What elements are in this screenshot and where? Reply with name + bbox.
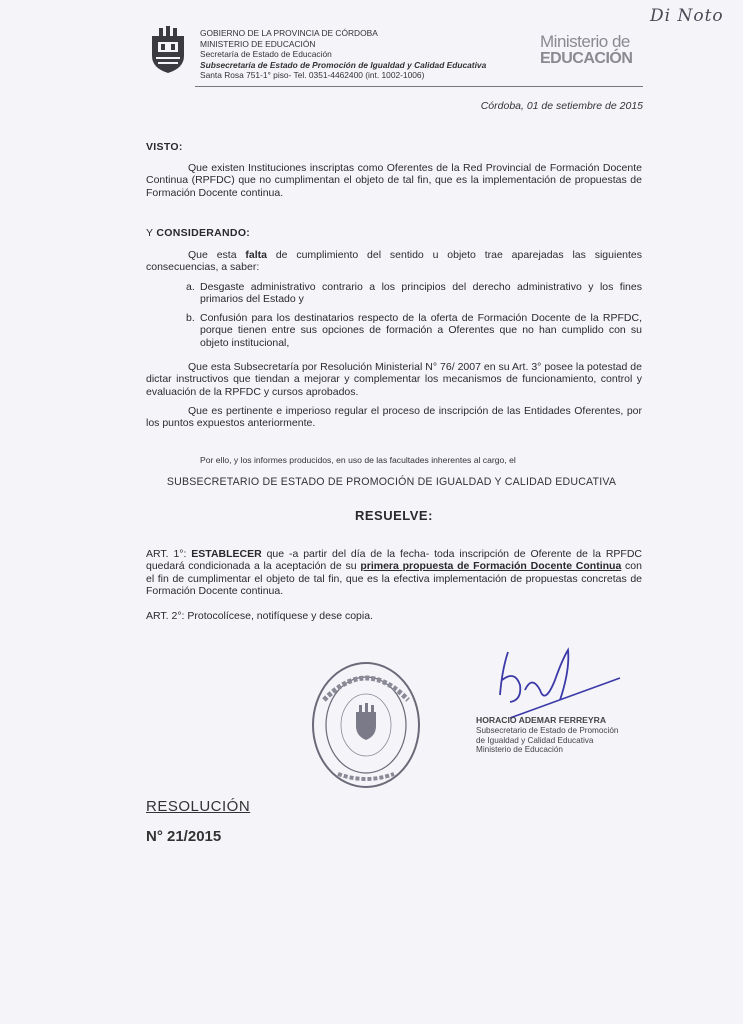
- subsecretario-heading: SUBSECRETARIO DE ESTADO DE PROMOCIÓN DE IGUALDAD Y CALIDAD EDUCATIVA: [166, 476, 617, 488]
- visto-heading: VISTO:: [146, 141, 183, 153]
- article-1-text-a: que -a partir del día de la fecha- toda inscripción de Oferente de la RPFDC quedará condicionada a la aceptación de su: [146, 548, 642, 573]
- considerando-title: CONSIDERANDO:: [156, 227, 251, 239]
- signatory-title-3: Ministerio de Educación: [476, 745, 563, 755]
- p1-text-c: de cumplimiento del sentido u objeto trae aparejadas las siguientes consecuencias, a saber:: [146, 249, 643, 274]
- list-item-b-marker: b.: [186, 312, 195, 324]
- considerando-heading: [146, 227, 250, 239]
- visto-paragraph: Que existen Instituciones inscriptas como Oferentes de la Red Provincial de Formación Docente Continua (RPFDC) que no cumplimentan el objeto de tal fin, que es la implementación de propuestas de Formación Docente continua.: [146, 162, 642, 199]
- por-ello-line: Por ello, y los informes producidos, en uso de las facultades inherentes al cargo, el: [200, 455, 516, 465]
- resolution-title: RESOLUCIÓN: [146, 798, 251, 815]
- list-item-a-text: Desgaste administrativo contrario a los principios del derecho administrativo y los fines primarios del Estado y: [200, 281, 642, 306]
- resuelve-heading: RESUELVE:: [355, 508, 433, 523]
- ministry-logo: [540, 32, 632, 68]
- list-item-b-text: Confusión para los destinatarios respecto de la oferta de Formación Docente de la RPFDC, porque tienen entre sus opciones de formación a Oferentes que no han cumplido con su objeto institucional,: [200, 312, 642, 349]
- header-government: GOBIERNO DE LA PROVINCIA DE CÓRDOBA: [200, 28, 378, 38]
- considerando-prefix: Y: [146, 227, 157, 239]
- handwritten-note: Di Noto: [650, 6, 724, 26]
- signature-block: [476, 716, 618, 755]
- considerando-paragraph-2: Que esta Subsecretaría por Resolución Ministerial N° 76/ 2007 en su Art. 3° posee la potestad de dictar instructivos que tiendan a mejorar y complementar los mecanismos de funcionamiento, control y evaluación de la RPFDC y cursos aprobados.: [146, 361, 642, 398]
- header-subsecretariat: Subsecretaría de Estado de Promoción de Igualdad y Calidad Educativa: [200, 59, 487, 70]
- considerando-paragraph-1: [146, 249, 642, 274]
- header-divider: [195, 86, 643, 87]
- p1-bold: falta: [245, 249, 267, 261]
- resolution-number: N° 21/2015: [146, 828, 222, 845]
- p1-text-a: Que esta: [188, 249, 246, 261]
- header-secretariat: Secretaría de Estado de Educación: [200, 49, 332, 60]
- article-1-label: ART. 1°:: [146, 548, 192, 560]
- province-crest-icon: [148, 26, 188, 74]
- article-1-verb: ESTABLECER: [191, 548, 262, 560]
- list-item-a-marker: a.: [186, 281, 195, 293]
- article-1: [146, 548, 642, 598]
- article-1-text-b: con el fin de cumplimentar el objeto de tal fin, que es la efectiva implementación de propuestas concretas de Formación Docente continua.: [146, 560, 642, 598]
- document-date: Córdoba, 01 de setiembre de 2015: [480, 100, 643, 112]
- header-address: Santa Rosa 751-1° piso- Tel. 0351-4462400 (int. 1002-1006): [200, 70, 425, 81]
- logo-line-2: EDUCACIÓN: [540, 50, 633, 67]
- signatory-title-2: de Igualdad y Calidad Educativa: [476, 735, 594, 745]
- list-item-a: [186, 281, 642, 306]
- list-item-b: [186, 312, 642, 349]
- article-1-underlined: primera propuesta de Formación Docente Continua: [360, 560, 622, 573]
- logo-line-1: Ministerio de: [540, 32, 630, 51]
- article-2: ART. 2°: Protocolícese, notifíquese y dese copia.: [146, 610, 373, 622]
- official-seal-icon: [310, 660, 422, 790]
- header-ministry: MINISTERIO DE EDUCACIÓN: [200, 38, 316, 49]
- signatory-name: HORACIO ADEMAR FERREYRA: [476, 715, 607, 725]
- signatory-title-1: Subsecretario de Estado de Promoción: [476, 725, 619, 735]
- considerando-paragraph-3: Que es pertinente e imperioso regular el proceso de inscripción de las Entidades Oferentes, por los puntos expuestos anteriormente.: [146, 405, 642, 430]
- header-text: [200, 28, 486, 81]
